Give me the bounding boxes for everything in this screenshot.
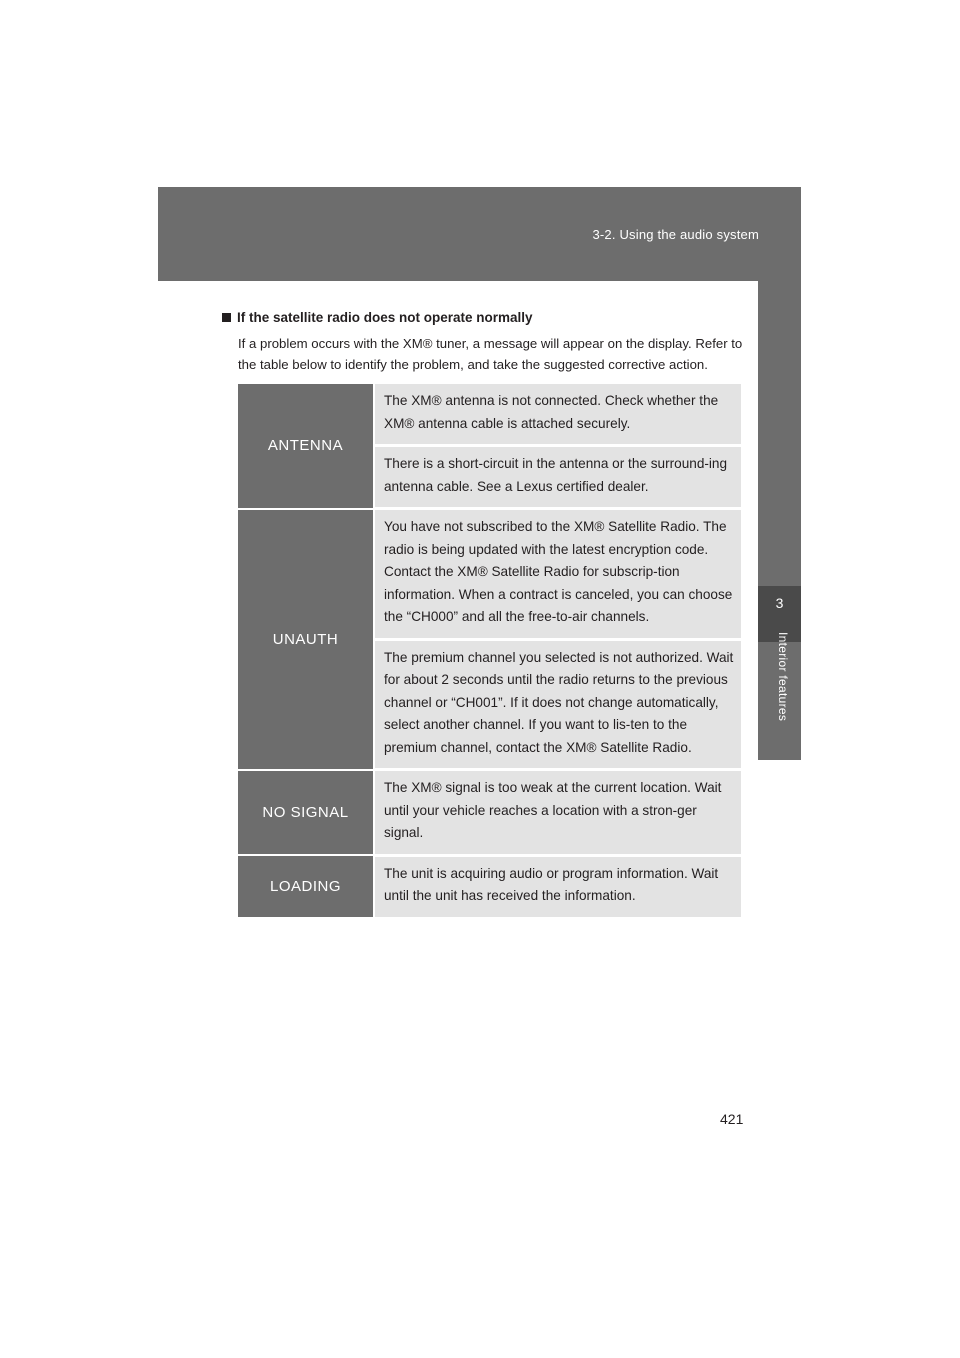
- table-row: [238, 855, 741, 917]
- section-title: 3-2. Using the audio system: [592, 227, 759, 242]
- page-number: 421: [720, 1111, 744, 1127]
- message-description: The premium channel you selected is not authorized. Wait for about 2 seconds until the radio returns to the previous channel or “CH001”. If it does not change automatically, select another channel. If you want to lis-ten to the premium channel, contact the XM® Satellite Radio.: [374, 639, 741, 770]
- message-description: The XM® antenna is not connected. Check whether the XM® antenna cable is attached securely.: [374, 384, 741, 446]
- intro-paragraph: If a problem occurs with the XM® tuner, a message will appear on the display. Refer to the table below to identify the problem, and take the suggested corrective action.: [238, 336, 743, 372]
- section-heading-text: If the satellite radio does not operate normally: [237, 310, 533, 325]
- message-code-unauth: UNAUTH: [238, 509, 374, 770]
- message-code-no-signal: NO SIGNAL: [238, 770, 374, 856]
- chapter-label: Interior features: [776, 632, 790, 722]
- message-code-loading: LOADING: [238, 855, 374, 917]
- chapter-number: 3: [775, 595, 784, 611]
- table-row: [238, 384, 741, 446]
- table-row: [238, 509, 741, 640]
- message-description: The unit is acquiring audio or program information. Wait until the unit has received the information.: [374, 855, 741, 917]
- message-description: You have not subscribed to the XM® Satellite Radio. The radio is being updated with the latest encryption code. Contact the XM® Satellite Radio for subscrip-tion information. When a contract is canceled, you can choose the “CH000” and all the free-to-air channels.: [374, 509, 741, 640]
- message-code-antenna: ANTENNA: [238, 384, 374, 509]
- table-row: [238, 770, 741, 856]
- message-description: The XM® signal is too weak at the current location. Wait until your vehicle reaches a location with a stron-ger signal.: [374, 770, 741, 856]
- message-description: There is a short-circuit in the antenna or the surround-ing antenna cable. See a Lexus certified dealer.: [374, 446, 741, 509]
- square-bullet-icon: [222, 313, 231, 322]
- message-table: [238, 384, 741, 917]
- section-header-band: [158, 187, 801, 281]
- section-heading: [222, 310, 533, 325]
